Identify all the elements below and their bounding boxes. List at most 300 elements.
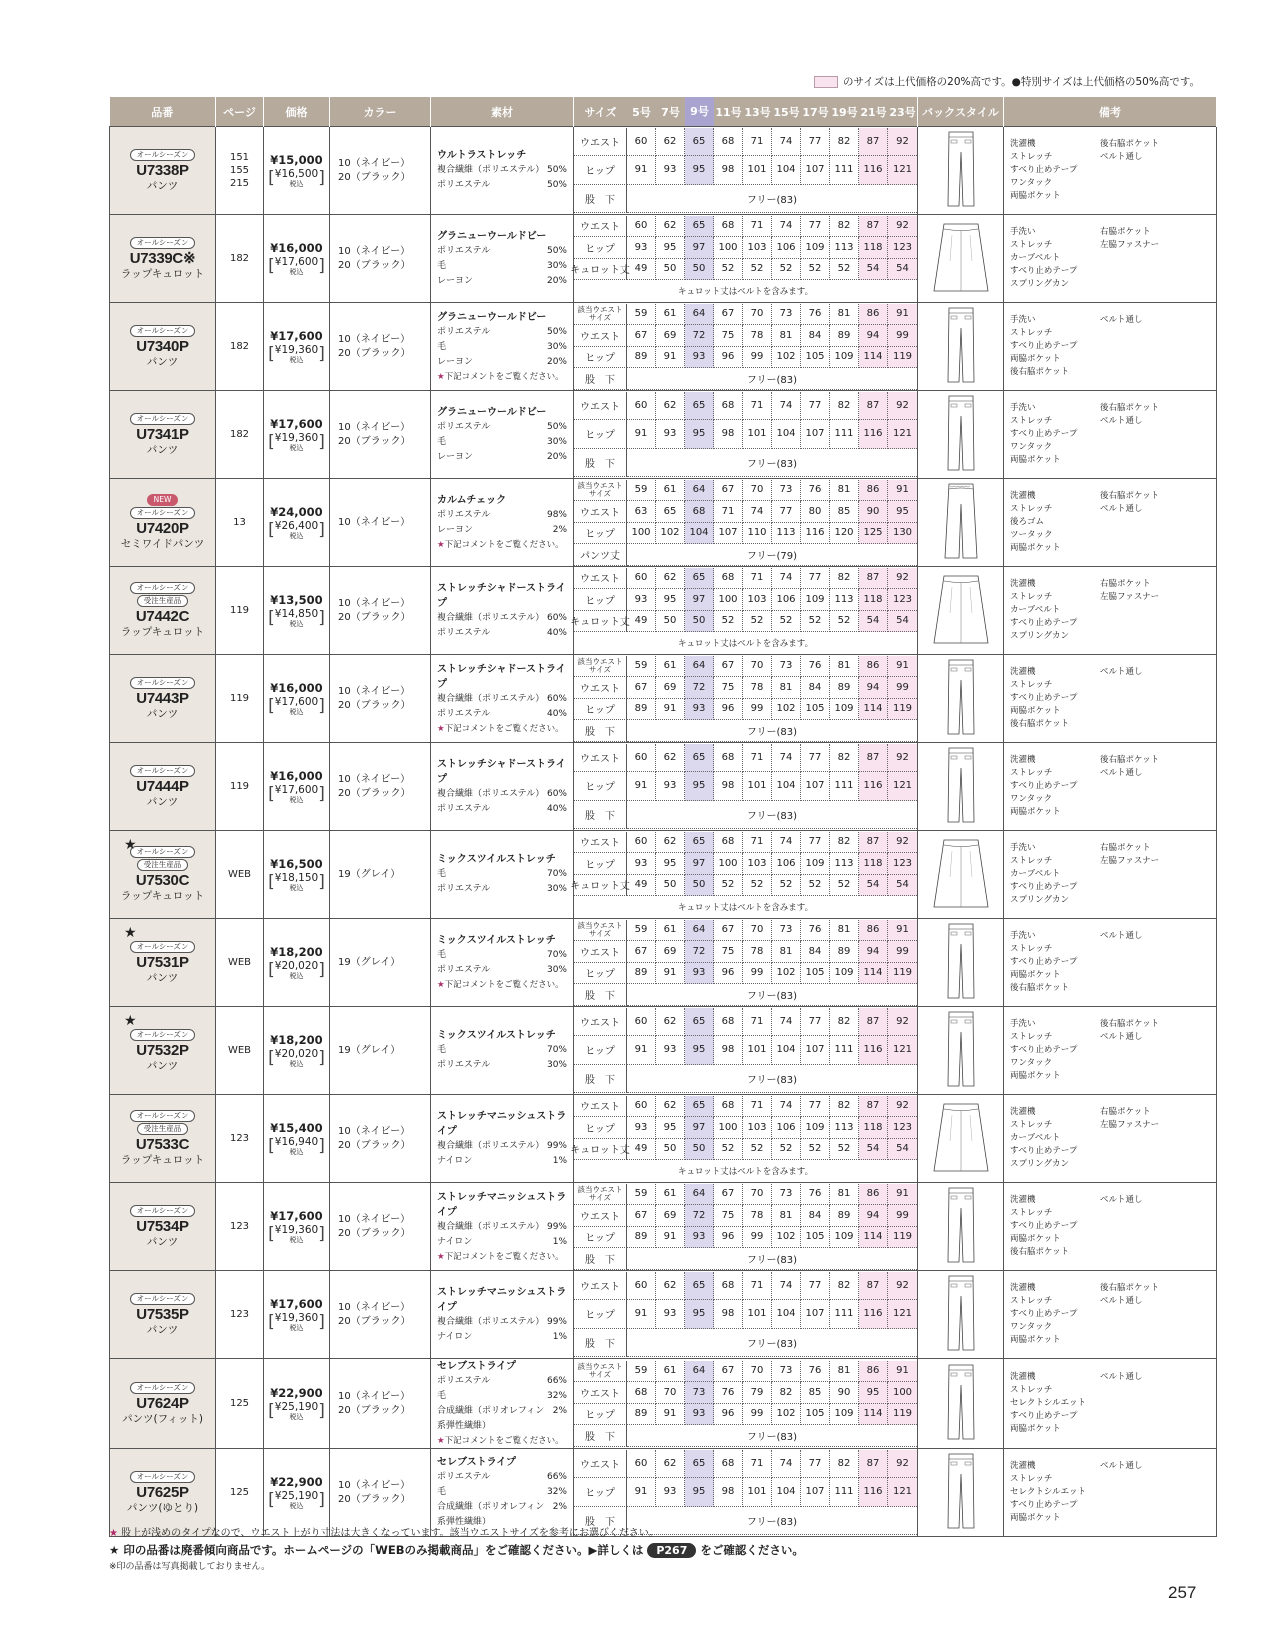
tax-label: 税込	[289, 971, 304, 980]
size-value: 62	[656, 744, 685, 773]
bracket-left-icon: [	[268, 872, 275, 892]
product-code: U7420P	[136, 520, 189, 537]
size-value: 73	[685, 1382, 714, 1404]
back-style-cell	[918, 743, 1004, 831]
remark-item: ストレッチ	[1010, 592, 1053, 602]
size-value: 107	[801, 1036, 830, 1065]
size-value: 77	[772, 501, 801, 523]
size-note: キュロット丈はベルトを含みます。	[677, 1166, 814, 1177]
size-value: 123	[888, 237, 917, 259]
remark-item: ストレッチ	[1010, 504, 1053, 514]
size-value: 54	[859, 1139, 888, 1161]
size-value: 121	[888, 156, 917, 185]
fiber-percent: 66%	[546, 1472, 567, 1482]
material-cell	[431, 391, 574, 479]
remark-item: 両脇ポケット	[1010, 1513, 1061, 1523]
color-option: 20（ブラック）	[338, 1227, 411, 1239]
size-value: 89	[627, 963, 656, 985]
remark-item: ベルト通し	[1100, 1461, 1143, 1471]
header-size-9: 9号	[685, 97, 714, 126]
size-row-label: ウエスト	[574, 1382, 627, 1404]
header-size-7: 7号	[661, 105, 680, 119]
remarks-column-2	[1100, 402, 1210, 467]
page-cell	[216, 215, 264, 303]
remarks-column-2	[1100, 1460, 1210, 1525]
remark-item: 両脇ポケット	[1010, 543, 1061, 553]
size-value: 70	[743, 1361, 772, 1383]
size-value: 52	[714, 611, 743, 633]
size-value: 61	[656, 1361, 685, 1383]
back-style-cell	[918, 1449, 1004, 1537]
remark-item: すべり止めテープ	[1010, 781, 1078, 791]
fiber-name: 毛	[437, 1391, 447, 1401]
tax-label: 税込	[289, 1147, 304, 1156]
size-value: 64	[685, 1361, 714, 1383]
size-value: 78	[743, 1205, 772, 1227]
back-style-cell	[918, 479, 1004, 567]
remark-item: すべり止めテープ	[1010, 1411, 1078, 1421]
material-name: ミックスツイルストレッチ	[437, 1030, 556, 1041]
size-row-label: ヒップ	[574, 772, 627, 801]
price-value: ¥17,600	[270, 328, 323, 343]
size-value: 52	[714, 259, 743, 281]
size-value: 119	[888, 1227, 917, 1249]
material-row	[437, 1330, 567, 1345]
footnote-2-text: 印の品番は廃番傾向商品です。ホームページの「WEBのみ掲載商品」をご確認ください。▶詳しくは	[123, 1543, 644, 1557]
size-value: 111	[830, 772, 859, 801]
remark-item: ストレッチ	[1010, 680, 1053, 690]
price-value: ¥22,900	[270, 1474, 323, 1489]
tax-price-wrap	[275, 257, 318, 277]
size-value: 102	[772, 1404, 801, 1426]
size-value: 119	[888, 963, 917, 985]
size-value: 62	[656, 1008, 685, 1037]
size-cell	[574, 1449, 918, 1537]
tax-price-wrap	[275, 521, 318, 541]
size-value: 107	[801, 1300, 830, 1329]
comment-text: 下記コメントをご覧ください。	[444, 1251, 564, 1262]
remarks-grid	[1010, 138, 1210, 203]
size-value: 76	[801, 920, 830, 942]
fiber-name: レーヨン	[437, 275, 474, 286]
product-code-wrap	[110, 765, 215, 809]
material-cell	[431, 567, 574, 655]
material-row	[437, 787, 567, 802]
price-value: ¥22,900	[270, 1385, 323, 1400]
size-value: 105	[801, 1404, 830, 1426]
size-value: 113	[772, 523, 801, 545]
size-value: 89	[830, 325, 859, 347]
size-value: 72	[685, 325, 714, 347]
color-option: 20（ブラック）	[338, 259, 411, 271]
size-value: 109	[801, 853, 830, 875]
remark-item: ストレッチ	[1010, 768, 1053, 778]
size-value: 100	[714, 589, 743, 611]
price-with-tax	[268, 345, 325, 365]
culotte-back-illustration	[932, 1165, 990, 1176]
bracket-left-icon: [	[268, 168, 275, 188]
size-value: 82	[830, 744, 859, 773]
remarks-column-1	[1010, 842, 1094, 907]
page-cell	[216, 127, 264, 215]
bracket-right-icon: ]	[318, 1224, 325, 1244]
fiber-name: ポリエステル	[437, 1060, 491, 1070]
fiber-percent: 50%	[546, 326, 567, 337]
footnote-3: ※印の品番は写真掲載しておりません。	[109, 1562, 271, 1572]
size-row-label: 該当ウエストサイズ	[574, 1184, 627, 1206]
size-value: 69	[656, 1205, 685, 1227]
price-value: ¥15,000	[270, 152, 323, 167]
size-row-label: ヒップ	[574, 853, 627, 875]
page-cell	[216, 655, 264, 743]
fiber-percent: 70%	[546, 1045, 567, 1055]
product-code-wrap	[110, 149, 215, 193]
size-value: 87	[859, 216, 888, 238]
catalog-page: 123	[229, 1133, 250, 1144]
pink-size-swatch	[814, 76, 838, 88]
fiber-name: 合成繊維（ポリオレフィン系弾性繊維）	[437, 1406, 545, 1431]
product-cell	[110, 919, 216, 1007]
size-value: 104	[772, 156, 801, 185]
material-row	[437, 626, 567, 641]
material-cell	[431, 1095, 574, 1183]
product-code-wrap	[110, 677, 215, 721]
tax-price-value: ¥26,400	[274, 519, 319, 532]
remark-item: すべり止めテープ	[1010, 1045, 1078, 1055]
size-value: 60	[627, 832, 656, 854]
page-cell	[216, 1183, 264, 1271]
size-value: 74	[772, 392, 801, 421]
color-option: 19（グレイ）	[338, 868, 401, 880]
size-value: 73	[772, 480, 801, 502]
fiber-percent: 30%	[546, 1060, 567, 1070]
remark-item: スプリングカン	[1010, 1159, 1069, 1169]
size-value: 70	[743, 1184, 772, 1206]
remark-item: ベルト通し	[1100, 667, 1143, 677]
size-value: 125	[859, 523, 888, 545]
remark-item: ワンタック	[1010, 1322, 1053, 1332]
size-value: 68	[714, 744, 743, 773]
free-size-value: フリー(83)	[627, 1425, 917, 1447]
product-code-wrap	[110, 494, 215, 551]
size-row-label: ヒップ	[574, 1227, 627, 1249]
tax-label: 税込	[289, 1235, 304, 1244]
size-value: 106	[772, 853, 801, 875]
product-name: パンツ(フィット)	[122, 1412, 203, 1425]
size-value: 73	[772, 1184, 801, 1206]
size-value: 87	[859, 1450, 888, 1479]
size-value: 111	[830, 1478, 859, 1507]
price-cell	[264, 655, 330, 743]
material-row	[437, 867, 567, 882]
size-value: 65	[685, 128, 714, 157]
price-with-tax	[268, 697, 325, 717]
size-value: 82	[830, 832, 859, 854]
back-style-cell	[918, 1007, 1004, 1095]
size-value: 71	[743, 1096, 772, 1118]
size-value: 130	[888, 523, 917, 545]
product-cell	[110, 567, 216, 655]
size-value: 74	[772, 128, 801, 157]
material-row	[437, 355, 567, 370]
remark-item: 右脇ポケット	[1100, 843, 1151, 853]
size-value: 73	[772, 656, 801, 678]
header-size-11: 11号	[715, 105, 742, 119]
color-option: 20（ブラック）	[338, 787, 411, 799]
back-style-cell	[918, 215, 1004, 303]
size-grid	[570, 568, 917, 654]
size-row-label: ヒップ	[574, 1478, 627, 1507]
back-style-cell	[918, 1095, 1004, 1183]
tax-price-value: ¥17,600	[274, 255, 319, 268]
product-name: ラップキュロット	[120, 626, 205, 638]
pants-back-illustration	[946, 1344, 976, 1355]
size-value: 52	[743, 611, 772, 633]
size-value: 111	[830, 420, 859, 449]
remark-item: ストレッチ	[1010, 1208, 1053, 1218]
material-row	[437, 523, 567, 538]
product-code: U7340P	[136, 337, 189, 355]
size-value: 77	[801, 1008, 830, 1037]
material-row	[437, 948, 567, 963]
remark-item: 洗濯機	[1010, 139, 1036, 149]
tax-price-value: ¥17,600	[274, 783, 319, 796]
page-ref-tag[interactable]: P267	[647, 1543, 696, 1558]
size-value: 104	[772, 1300, 801, 1329]
product-code-wrap	[110, 1110, 215, 1167]
product-row	[110, 391, 1217, 479]
price-cell	[264, 391, 330, 479]
size-value: 49	[627, 1139, 656, 1161]
material-row	[437, 163, 567, 178]
pants-back-illustration	[946, 376, 976, 387]
material-name: ミックスツイルストレッチ	[437, 854, 556, 865]
size-value: 107	[801, 420, 830, 449]
size-value: 123	[888, 1117, 917, 1139]
size-value: 84	[801, 325, 830, 347]
color-cell	[330, 1183, 431, 1271]
size-value: 87	[859, 744, 888, 773]
product-cell	[110, 1007, 216, 1095]
size-value: 62	[656, 392, 685, 421]
size-value: 93	[656, 156, 685, 185]
bracket-left-icon: [	[268, 784, 275, 804]
color-option: 10（ネイビー）	[338, 1125, 411, 1137]
table-header	[110, 97, 1217, 127]
size-value: 65	[685, 1096, 714, 1118]
size-value: 91	[656, 1227, 685, 1249]
size-value: 67	[714, 304, 743, 326]
size-row-label: キュロット丈	[574, 875, 627, 897]
pink-star-mark: ★	[109, 1528, 118, 1539]
size-cell	[574, 1271, 918, 1359]
product-name: パンツ	[146, 1235, 179, 1248]
size-row-label: 股 下	[574, 801, 627, 830]
fiber-name: ポリエステル	[437, 421, 491, 432]
size-value: 123	[888, 589, 917, 611]
size-value: 100	[714, 1117, 743, 1139]
size-value: 111	[830, 1036, 859, 1065]
size-row-label: ウエスト	[574, 501, 627, 523]
size-value: 106	[772, 1117, 801, 1139]
size-value: 81	[830, 304, 859, 326]
remark-item: ストレッチ	[1010, 944, 1053, 954]
size-value: 71	[743, 832, 772, 854]
remark-item: ストレッチ	[1010, 1120, 1053, 1130]
size-value: 107	[801, 1478, 830, 1507]
size-value: 59	[627, 656, 656, 678]
bracket-right-icon: ]	[318, 784, 325, 804]
remark-item: 両脇ポケット	[1010, 1234, 1061, 1244]
remark-item: スプリングカン	[1010, 895, 1069, 905]
size-value: 116	[859, 1300, 888, 1329]
color-cell	[330, 567, 431, 655]
color-option: 10（ネイビー）	[338, 516, 411, 528]
culotte-back-illustration	[932, 285, 990, 296]
remark-item: 洗濯機	[1010, 667, 1036, 677]
remarks-grid	[1010, 930, 1210, 995]
size-value: 99	[888, 941, 917, 963]
size-value: 82	[830, 216, 859, 238]
product-cell	[110, 655, 216, 743]
size-value: 52	[801, 875, 830, 897]
season-badge: オールシーズン	[130, 1471, 196, 1483]
bracket-right-icon: ]	[318, 1048, 325, 1068]
page-cell	[216, 391, 264, 479]
size-value: 92	[888, 128, 917, 157]
material-row	[437, 244, 567, 259]
product-cell	[110, 391, 216, 479]
remark-item: ベルト通し	[1100, 1195, 1143, 1205]
remarks-cell	[1004, 831, 1217, 919]
remark-item: 両脇ポケット	[1010, 807, 1061, 817]
price-value: ¥16,000	[270, 680, 323, 695]
fiber-percent: 99%	[546, 1140, 567, 1151]
size-value: 60	[627, 128, 656, 157]
size-value: 121	[888, 420, 917, 449]
size-row-label: 股 下	[574, 1425, 627, 1447]
remark-item: ストレッチ	[1010, 152, 1053, 162]
size-value: 91	[627, 420, 656, 449]
size-cell	[574, 655, 918, 743]
size-value: 89	[830, 1205, 859, 1227]
size-row-label: 股 下	[574, 1248, 627, 1270]
size-value: 74	[772, 1008, 801, 1037]
material-name: ストレッチシャドーストライプ	[437, 582, 566, 609]
material-row	[437, 274, 567, 289]
remark-item: 左脇ファスナー	[1100, 592, 1160, 602]
size-value: 91	[888, 304, 917, 326]
size-value: 65	[685, 744, 714, 773]
product-code: U7443P	[136, 689, 189, 707]
tax-price-wrap	[275, 1313, 318, 1333]
size-value: 81	[830, 920, 859, 942]
color-option: 10（ネイビー）	[338, 421, 411, 433]
material-name: セレブストライプ	[437, 1457, 516, 1468]
product-code-wrap	[110, 582, 215, 639]
fiber-name: 複合繊維（ポリエステル）	[437, 788, 545, 799]
color-option: 20（ブラック）	[338, 699, 411, 711]
size-value: 116	[859, 1036, 888, 1065]
free-size-value: フリー(83)	[627, 1065, 917, 1094]
size-value: 60	[627, 744, 656, 773]
size-value: 106	[772, 237, 801, 259]
color-option: 20（ブラック）	[338, 171, 411, 183]
size-value: 77	[801, 568, 830, 590]
product-row	[110, 479, 1217, 567]
size-row-label: 股 下	[574, 1507, 627, 1536]
remarks-grid	[1010, 314, 1210, 379]
size-value: 101	[743, 1036, 772, 1065]
pants-back-illustration	[946, 464, 976, 475]
fiber-percent: 50%	[546, 180, 567, 190]
fiber-name: 複合繊維（ポリエステル）	[437, 612, 545, 623]
product-name: ラップキュロット	[120, 267, 205, 280]
size-value: 67	[714, 480, 743, 502]
material-row	[437, 435, 567, 450]
product-row	[110, 567, 1217, 655]
size-value: 70	[743, 656, 772, 678]
product-name: パンツ	[146, 795, 179, 808]
color-option: 10（ネイビー）	[338, 1301, 411, 1313]
fiber-percent: 99%	[546, 1316, 567, 1327]
size-value: 54	[859, 611, 888, 633]
size-row-label: ウエスト	[574, 216, 627, 238]
material-name: ストレッチシャドーストライプ	[437, 758, 566, 785]
remark-item: 両脇ポケット	[1010, 1335, 1061, 1345]
size-value: 65	[685, 216, 714, 238]
size-value: 54	[888, 259, 917, 281]
product-code: U7533C	[135, 1136, 190, 1153]
size-value: 65	[656, 501, 685, 523]
size-row-label: 股 下	[574, 720, 627, 742]
remark-item: カーブベルト	[1010, 605, 1061, 615]
header-price: 価格	[264, 97, 330, 127]
fiber-name: ナイロン	[437, 1331, 473, 1342]
size-value: 50	[656, 875, 685, 897]
size-row-label: ヒップ	[574, 699, 627, 721]
size-value: 73	[772, 304, 801, 326]
comment-note	[437, 1250, 567, 1264]
size-value: 84	[801, 1205, 830, 1227]
price-cell	[264, 215, 330, 303]
remark-item: すべり止めテープ	[1010, 1221, 1078, 1231]
size-value: 86	[859, 480, 888, 502]
fiber-name: 複合繊維（ポリエステル）	[437, 693, 545, 704]
material-name: ストレッチマニッシュストライプ	[437, 1191, 567, 1218]
bracket-left-icon: [	[268, 344, 275, 364]
fiber-name: ポリエステル	[437, 803, 491, 814]
remark-item: 手洗い	[1010, 403, 1036, 413]
remark-item: カーブベルト	[1010, 1133, 1061, 1143]
size-value: 92	[888, 832, 917, 854]
remark-item: ストレッチ	[1010, 328, 1053, 338]
size-value: 74	[772, 1096, 801, 1118]
tax-price-value: ¥25,190	[274, 1489, 319, 1502]
comment-text: 下記コメントをご覧ください。	[444, 1436, 564, 1446]
size-row-label: ヒップ	[574, 237, 627, 259]
size-value: 65	[685, 1272, 714, 1301]
size-value: 114	[859, 1227, 888, 1249]
product-code-wrap	[110, 941, 215, 985]
size-value: 102	[772, 347, 801, 369]
size-value: 95	[685, 156, 714, 185]
size-value: 95	[685, 1478, 714, 1507]
remarks-column-2	[1100, 138, 1210, 203]
fiber-percent: 40%	[546, 627, 567, 638]
size-value: 102	[772, 963, 801, 985]
season-badge: オールシーズン	[130, 846, 196, 858]
